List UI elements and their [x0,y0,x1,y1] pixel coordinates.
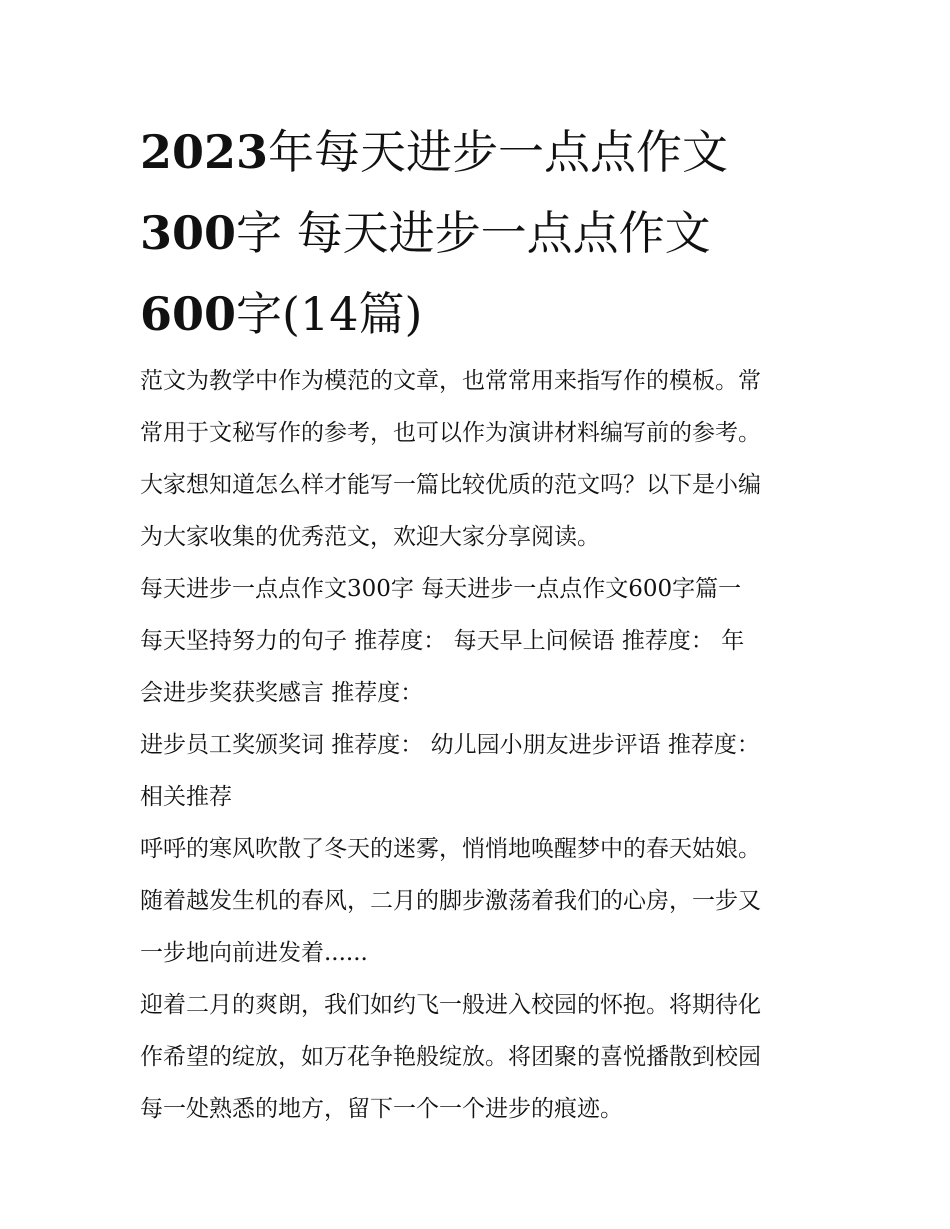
body-line: 范文为教学中作为模范的文章，也常常用来指写作的模板。常 [140,368,761,394]
body-line: 迎着二月的爽朗，我们如约飞一般进入校园的怀抱。将期待化 [140,992,761,1018]
body-line: 每一处熟悉的地方，留下一个一个进步的痕迹。 [140,1096,623,1122]
body-line: 每天坚持努力的句子 推荐度： 每天早上问候语 推荐度： 年 [140,628,745,654]
body-line: 会进步奖获奖感言 推荐度： [140,680,424,706]
body-line: 大家想知道怎么样才能写一篇比较优质的范文吗？以下是小编 [140,472,761,498]
body-line: 进步员工奖颁奖词 推荐度： 幼儿园小朋友进步评语 推荐度： [140,732,760,758]
body-line: 相关推荐 [140,784,232,810]
body-line: 呼呼的寒风吹散了冬天的迷雾，悄悄地唤醒梦中的春天姑娘。 [140,836,761,862]
body-line: 每天进步一点点作文300字 每天进步一点点作文600字篇一 [140,576,742,602]
body-line: 一步地向前进发着...... [140,940,368,966]
body-line: 随着越发生机的春风，二月的脚步激荡着我们的心房，一步又 [140,888,761,914]
body-line: 作希望的绽放，如万花争艳般绽放。将团聚的喜悦播散到校园 [140,1044,761,1070]
document-title [140,112,830,355]
body-line: 为大家收集的优秀范文，欢迎大家分享阅读。 [140,524,600,550]
title-line: 600字(14篇) [140,287,423,341]
document-body [140,355,820,1135]
title-line: 2023年每天进步一点点作文 [140,125,729,179]
title-line: 300字 每天进步一点点作文 [140,206,711,260]
body-line: 常用于文秘写作的参考，也可以作为演讲材料编写前的参考。 [140,420,761,446]
